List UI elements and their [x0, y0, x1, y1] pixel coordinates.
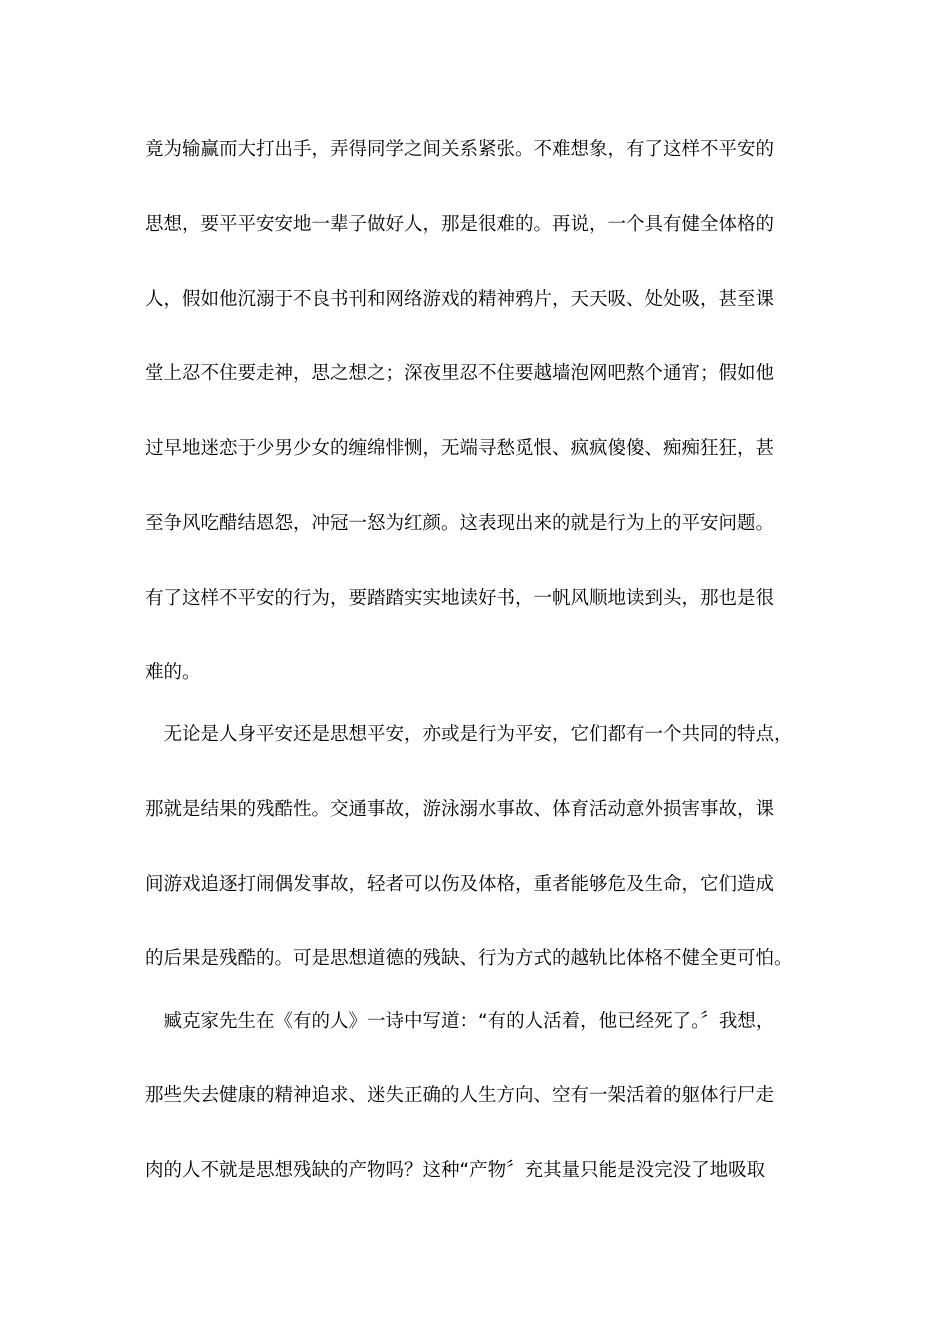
- text-line: 至争风吃醋结恩怨，冲冠一怒为红颜。这表现出来的就是行为上的平安问题。: [145, 513, 775, 534]
- paragraph-first-line: 无论是人身平安还是思想平安，亦或是行为平安，它们都有一个共同的特点，: [145, 724, 793, 745]
- text-line: 有了这样不平安的行为，要踏踏实实地读好书，一帆风顺地读到头，那也是很: [145, 588, 775, 609]
- text-line: 过早地迷恋于少男少女的缠绵悱恻，无端寻愁觅恨、疯疯傻傻、痴痴狂狂，甚: [145, 438, 775, 459]
- text-line: 竟为输赢而大打出手，弄得同学之间关系紧张。不难想象，有了这样不平安的: [145, 139, 775, 160]
- text-line: 那些失去健康的精神追求、迷失正确的人生方向、空有一架活着的躯体行尸走: [145, 1085, 775, 1106]
- text-line: 人，假如他沉溺于不良书刊和网络游戏的精神鸦片，天天吸、处处吸，甚至课: [145, 289, 775, 310]
- text-line: 的后果是残酷的。可是思想道德的残缺、行为方式的越轨比体格不健全更可怕。: [145, 948, 793, 969]
- text-line: 间游戏追逐打闹偶发事故，轻者可以伤及体格，重者能够危及生命，它们造成: [145, 874, 775, 895]
- text-line: 肉的人不就是思想残缺的产物吗？这种“产物〞充其量只能是没完没了地吸取: [145, 1160, 766, 1181]
- text-line: 思想，要平平安安地一辈子做好人，那是很难的。再说，一个具有健全体格的: [145, 214, 775, 235]
- text-line: 那就是结果的残酷性。交通事故，游泳溺水事故、体育活动意外损害事故，课: [145, 799, 775, 820]
- paragraph-first-line: 臧克家先生在《有的人》一诗中写道：“有的人活着，他已经死了。〞我想，: [145, 1011, 775, 1032]
- text-line: 堂上忍不住要走神，思之想之；深夜里忍不住要越墙泡网吧熬个通宵；假如他: [145, 363, 775, 384]
- text-line: 难的。: [145, 662, 201, 683]
